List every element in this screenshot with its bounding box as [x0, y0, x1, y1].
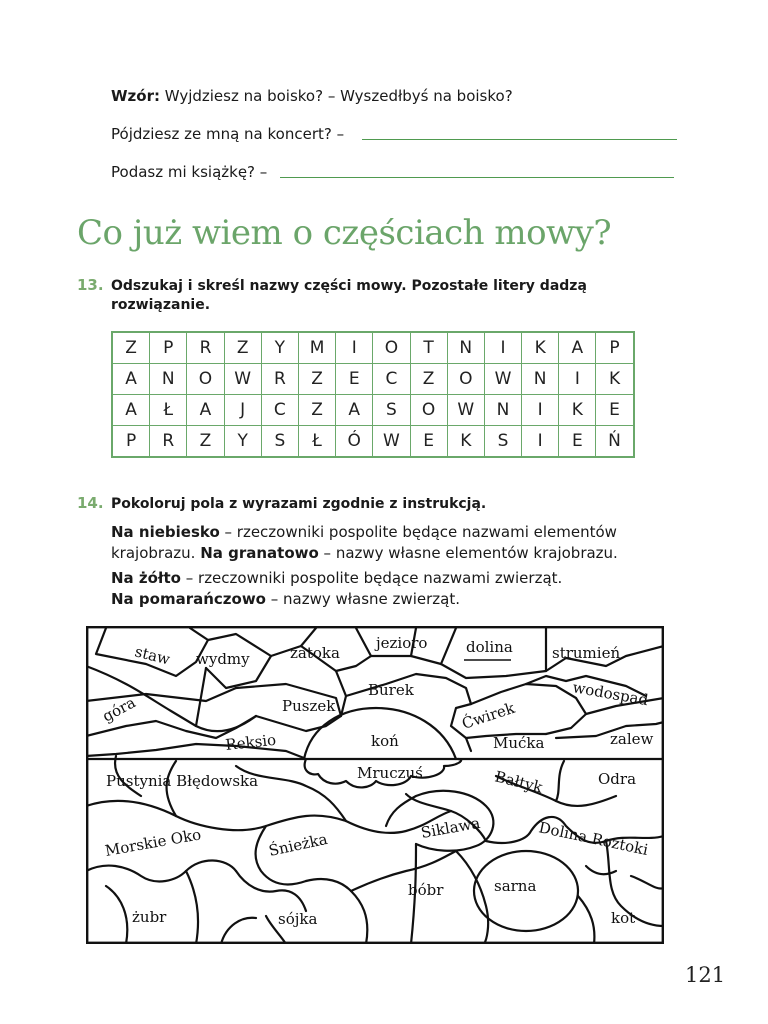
grid-cell[interactable]: R	[261, 364, 298, 395]
grid-cell[interactable]: K	[596, 364, 634, 395]
grid-cell[interactable]: O	[187, 364, 224, 395]
grid-cell[interactable]: K	[522, 332, 559, 364]
map-label-dolina-roztoki[interactable]: Dolina Roztoki	[537, 818, 650, 860]
instruction-4-text: – nazwy własne zwierząt.	[265, 590, 460, 608]
grid-cell[interactable]: Ł	[150, 395, 187, 426]
grid-cell[interactable]: J	[224, 395, 261, 426]
map-label-kot[interactable]: kot	[611, 909, 636, 927]
grid-cell[interactable]: Ł	[298, 426, 335, 458]
grid-cell[interactable]: P	[150, 332, 187, 364]
map-label-burek[interactable]: Burek	[368, 681, 414, 699]
map-label-sarna[interactable]: sarna	[494, 877, 537, 895]
instruction-3-bold: Na żółto	[111, 569, 181, 587]
map-label-baltyk[interactable]: Bałtyk	[493, 767, 545, 797]
task-13-number: 13.	[77, 276, 104, 294]
grid-cell[interactable]: Z	[298, 395, 335, 426]
instruction-2-plain: krajobrazu.	[111, 544, 201, 562]
map-label-zatoka[interactable]: zatoka	[290, 644, 340, 662]
page-number: 121	[685, 963, 726, 987]
exercise-line-1: Pójdziesz ze mną na koncert? –	[111, 125, 345, 143]
grid-cell[interactable]: N	[150, 364, 187, 395]
map-label-cwirek[interactable]: Ćwirek	[459, 698, 517, 733]
grid-cell[interactable]: E	[559, 426, 596, 458]
map-label-morskie-oko[interactable]: Morskie Oko	[103, 825, 203, 860]
grid-cell[interactable]: W	[447, 395, 484, 426]
instruction-3	[111, 568, 618, 589]
task-13-text	[111, 277, 587, 315]
grid-cell[interactable]: C	[261, 395, 298, 426]
grid-cell[interactable]: A	[336, 395, 373, 426]
map-label-wodospad[interactable]: wodospad	[571, 678, 650, 710]
map-label-pustynia[interactable]: Pustynia Błędowska	[106, 772, 259, 790]
map-label-gora[interactable]: góra	[99, 693, 139, 726]
grid-cell[interactable]: P	[596, 332, 634, 364]
map-label-zubr[interactable]: żubr	[132, 908, 167, 926]
grid-row	[112, 364, 634, 395]
grid-cell[interactable]: S	[373, 395, 410, 426]
coloring-map[interactable]	[86, 626, 664, 944]
grid-cell[interactable]: E	[596, 395, 634, 426]
task-14-title: Pokoloruj pola z wyrazami zgodnie z instrukcją.	[111, 496, 487, 512]
grid-cell[interactable]: Z	[112, 332, 150, 364]
grid-cell[interactable]: O	[447, 364, 484, 395]
grid-cell[interactable]: O	[410, 395, 447, 426]
grid-cell[interactable]: W	[224, 364, 261, 395]
map-label-sojka[interactable]: sójka	[278, 910, 318, 928]
map-label-odra[interactable]: Odra	[598, 770, 637, 788]
map-label-kon[interactable]: koń	[371, 732, 399, 750]
grid-row	[112, 332, 634, 364]
grid-cell[interactable]: Ó	[336, 426, 373, 458]
grid-cell[interactable]: O	[373, 332, 410, 364]
instruction-2-text: – nazwy własne elementów krajobrazu.	[318, 544, 618, 562]
grid-cell[interactable]: N	[522, 364, 559, 395]
grid-cell[interactable]: M	[298, 332, 335, 364]
grid-row	[112, 426, 634, 458]
grid-cell[interactable]: K	[559, 395, 596, 426]
instruction-3-text: – rzeczowniki pospolite będące nazwami zwierząt.	[180, 569, 563, 587]
task-13-line-1: Odszukaj i skreśl nazwy części mowy. Pozostałe litery dadzą	[111, 278, 587, 294]
map-label-staw[interactable]: staw	[133, 642, 172, 669]
instruction-4-bold: Na pomarańczowo	[111, 590, 266, 608]
letter-grid	[111, 331, 635, 458]
grid-cell[interactable]: W	[484, 364, 521, 395]
grid-cell[interactable]: Y	[261, 332, 298, 364]
example-line	[111, 87, 513, 105]
grid-cell[interactable]: Y	[224, 426, 261, 458]
exercise-line-2: Podasz mi książkę? –	[111, 163, 268, 181]
map-label-siklawa[interactable]: Siklawa	[419, 813, 482, 842]
map-label-zalew[interactable]: zalew	[610, 730, 654, 748]
map-label-reksio[interactable]: Reksio	[224, 730, 277, 754]
grid-cell[interactable]: A	[112, 395, 150, 426]
instruction-2-bold: Na granatowo	[200, 544, 319, 562]
grid-cell[interactable]: A	[187, 395, 224, 426]
grid-cell[interactable]: Ń	[596, 426, 634, 458]
grid-cell[interactable]: E	[410, 426, 447, 458]
grid-cell[interactable]: P	[112, 426, 150, 458]
grid-cell[interactable]: I	[522, 426, 559, 458]
example-text: Wyjdziesz na boisko? – Wyszedłbyś na boisko?	[159, 87, 513, 105]
grid-cell[interactable]: I	[559, 364, 596, 395]
instructions	[111, 522, 618, 610]
grid-cell[interactable]: C	[373, 364, 410, 395]
instruction-1	[111, 522, 618, 543]
grid-cell[interactable]: A	[112, 364, 150, 395]
map-label-sniezka[interactable]: Śnieżka	[267, 829, 330, 860]
grid-cell[interactable]: K	[447, 426, 484, 458]
grid-cell[interactable]: T	[410, 332, 447, 364]
grid-cell[interactable]: Z	[224, 332, 261, 364]
grid-cell[interactable]: Z	[187, 426, 224, 458]
task-14-number: 14.	[77, 494, 104, 512]
grid-cell[interactable]: E	[336, 364, 373, 395]
answer-line-1[interactable]	[362, 139, 677, 140]
instruction-1-text: – rzeczowniki pospolite będące nazwami elementów	[219, 523, 617, 541]
map-label-puszek[interactable]: Puszek	[282, 697, 336, 715]
grid-cell[interactable]: R	[150, 426, 187, 458]
instruction-1-bold: Na niebiesko	[111, 523, 220, 541]
task-13-line-2: rozwiązanie.	[111, 297, 211, 313]
grid-cell[interactable]: I	[484, 332, 521, 364]
grid-cell[interactable]: Z	[410, 364, 447, 395]
grid-cell[interactable]: S	[484, 426, 521, 458]
map-label-mrucz[interactable]: Mruczuś	[357, 764, 423, 782]
grid-cell[interactable]: R	[187, 332, 224, 364]
grid-cell[interactable]: N	[484, 395, 521, 426]
grid-cell[interactable]: A	[559, 332, 596, 364]
instruction-4	[111, 589, 618, 610]
answer-line-2[interactable]	[280, 177, 674, 178]
map-label-strumien[interactable]: strumień	[552, 644, 621, 662]
map-label-mucka[interactable]: Mućka	[493, 734, 545, 752]
grid-row	[112, 395, 634, 426]
map-label-jezioro[interactable]: jezioro	[376, 634, 428, 652]
section-heading: Co już wiem o częściach mowy?	[77, 213, 612, 253]
grid-cell[interactable]: W	[373, 426, 410, 458]
grid-cell[interactable]: Z	[298, 364, 335, 395]
instruction-2	[111, 543, 618, 564]
map-label-bobr[interactable]: bóbr	[408, 881, 444, 899]
grid-cell[interactable]: N	[447, 332, 484, 364]
grid-cell[interactable]: S	[261, 426, 298, 458]
example-label: Wzór:	[111, 87, 160, 105]
map-label-dolina[interactable]: dolina	[466, 638, 513, 656]
grid-cell[interactable]: I	[336, 332, 373, 364]
grid-cell[interactable]: I	[522, 395, 559, 426]
map-label-wydmy[interactable]: wydmy	[196, 650, 250, 668]
